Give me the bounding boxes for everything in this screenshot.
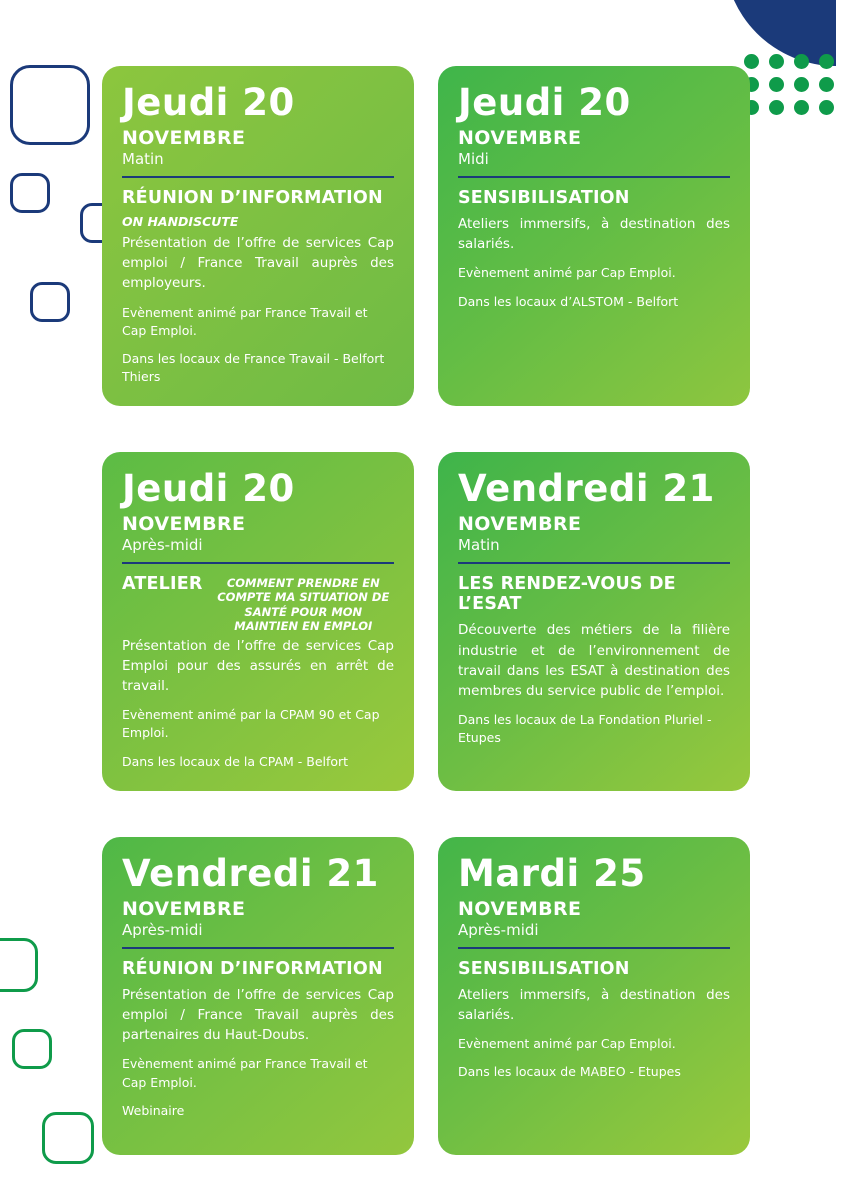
- green-square-outline-decoration: [0, 938, 38, 992]
- event-month: NOVEMBRE: [458, 126, 582, 149]
- green-square-outline-decoration: [42, 1112, 94, 1164]
- divider: [122, 562, 394, 564]
- event-description: Ateliers immersifs, à destination des salariés.: [458, 215, 730, 253]
- event-day: Jeudi 20: [122, 81, 295, 124]
- blue-square-outline-decoration: [10, 173, 50, 213]
- event-title-row: [122, 574, 394, 634]
- event-location: Webinaire: [122, 1102, 185, 1118]
- divider: [122, 176, 394, 178]
- green-square-outline-decoration: [12, 1029, 52, 1069]
- divider: [458, 947, 730, 949]
- dot: [794, 100, 809, 115]
- event-card: [102, 452, 414, 790]
- event-card: [102, 837, 414, 1155]
- dot: [769, 54, 784, 69]
- event-location: Dans les locaux de la CPAM - Belfort: [122, 753, 349, 769]
- event-title: RÉUNION D’INFORMATION: [122, 958, 383, 979]
- blue-square-outline-decoration: [30, 282, 70, 322]
- event-title: ATELIER: [122, 574, 203, 595]
- divider: [122, 947, 394, 949]
- event-kicker: ON HANDISCUTE: [122, 213, 239, 229]
- event-description: Découverte des métiers de la filière industrie et de l’environnement de travail dans les ESAT à destination des membres du service public de l’emploi.: [458, 622, 730, 700]
- event-location: Dans les locaux de MABEO - Etupes: [458, 1064, 681, 1080]
- divider: [458, 176, 730, 178]
- event-title: SENSIBILISATION: [458, 958, 630, 979]
- event-day: Vendredi 21: [458, 467, 715, 511]
- event-location: Dans les locaux de France Travail - Belfort Thiers: [122, 350, 385, 385]
- event-title: LES RENDEZ-VOUS DE L’ESAT: [458, 574, 676, 615]
- event-location: Dans les locaux de La Fondation Pluriel - Etupes: [458, 712, 712, 746]
- event-card: [438, 66, 750, 406]
- dot: [819, 77, 834, 92]
- event-note: Evènement animé par France Travail et Cap Emploi.: [122, 1056, 368, 1090]
- event-day: Vendredi 21: [122, 851, 379, 895]
- event-day: Jeudi 20: [458, 81, 631, 124]
- event-note: Evènement animé par la CPAM 90 et Cap Emploi.: [122, 707, 380, 741]
- dot: [769, 77, 784, 92]
- event-time-slot: Après-midi: [122, 536, 203, 555]
- event-month: NOVEMBRE: [122, 513, 246, 536]
- event-note: Evènement animé par Cap Emploi.: [458, 265, 676, 281]
- event-title: RÉUNION D’INFORMATION: [122, 187, 383, 208]
- event-card: [102, 66, 414, 406]
- event-note: Evènement animé par Cap Emploi.: [458, 1036, 676, 1052]
- event-card-grid: [102, 66, 762, 1155]
- divider: [458, 562, 730, 564]
- dot: [819, 54, 834, 69]
- dot: [794, 54, 809, 69]
- event-time-slot: Midi: [458, 149, 489, 168]
- event-time-slot: Après-midi: [122, 920, 203, 939]
- event-title: SENSIBILISATION: [458, 187, 630, 208]
- event-card: [438, 452, 750, 790]
- event-time-slot: Matin: [458, 536, 500, 555]
- event-description: Présentation de l’offre de services Cap emploi / France Travail auprès des partenaires du Haut-Doubs.: [122, 986, 394, 1044]
- blue-square-outline-decoration: [10, 65, 90, 145]
- event-card: [438, 837, 750, 1155]
- dot: [794, 77, 809, 92]
- event-location: Dans les locaux d’ALSTOM - Belfort: [458, 293, 679, 309]
- dot: [769, 100, 784, 115]
- event-day: Jeudi 20: [122, 467, 295, 511]
- event-day: Mardi 25: [458, 851, 646, 895]
- event-description: Présentation de l’offre de services Cap emploi / France Travail auprès des employeurs.: [122, 234, 394, 292]
- dot: [819, 100, 834, 115]
- event-time-slot: Matin: [122, 149, 164, 168]
- event-note: Evènement animé par France Travail et Cap Emploi.: [122, 304, 368, 338]
- event-description: Ateliers immersifs, à destination des salariés.: [458, 986, 730, 1023]
- event-month: NOVEMBRE: [458, 513, 582, 536]
- event-description: Présentation de l’offre de services Cap Emploi pour des assurés en arrêt de travail.: [122, 637, 394, 695]
- event-month: NOVEMBRE: [122, 897, 246, 920]
- event-month: NOVEMBRE: [122, 126, 246, 149]
- event-subtitle: COMMENT PRENDRE EN COMPTE MA SITUATION DE SANTÉ POUR MON MAINTIEN EN EMPLOI: [217, 576, 390, 634]
- event-month: NOVEMBRE: [458, 897, 582, 920]
- event-time-slot: Après-midi: [458, 920, 539, 939]
